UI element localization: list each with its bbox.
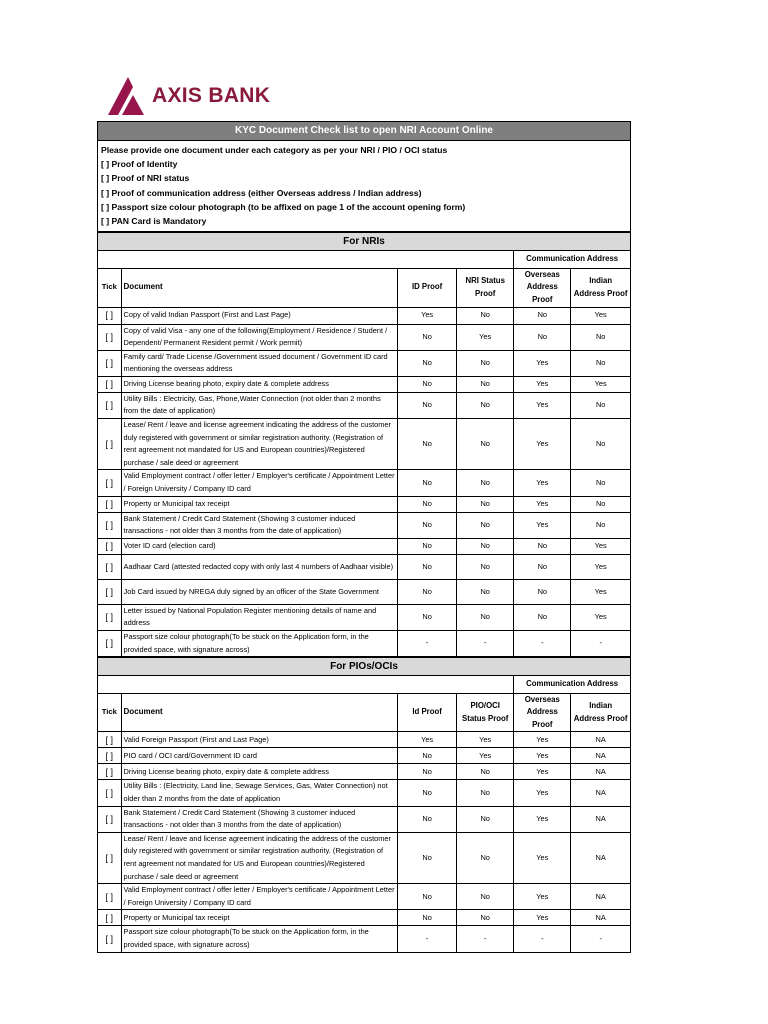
indian-address-value: Yes	[571, 307, 630, 324]
document-name: Copy of valid Visa - any one of the following(Employment / Residence / Student / Dependent/ Permanent Resident permit / Work permit)	[121, 324, 398, 350]
overseas-address-value: -	[514, 631, 571, 657]
document-column-header: Document	[121, 693, 398, 732]
overseas-address-value: Yes	[514, 470, 571, 496]
table-row	[98, 538, 630, 554]
status-proof-value: No	[457, 512, 514, 538]
intro-line: [ ] Passport size colour photograph (to be affixed on page 1 of the account opening form)	[101, 201, 466, 212]
indian-address-value: Yes	[571, 376, 630, 392]
tick-checkbox[interactable]: [ ]	[98, 496, 121, 512]
table-row	[98, 832, 630, 883]
indian-address-value: -	[571, 926, 630, 952]
overseas-address-value: -	[514, 926, 571, 952]
status-proof-value: No	[457, 470, 514, 496]
tick-checkbox[interactable]: [ ]	[98, 884, 121, 910]
id-proof-value: No	[398, 392, 457, 418]
document-name: Lease/ Rent / leave and license agreement indicating the address of the customer duly registered with government or similar registration authority. (Registration of rent agreement not mandated for US and European countries)/Registered purchase / sale deed or agreement	[121, 419, 398, 470]
document-name: Bank Statement / Credit Card Statement (Showing 3 customer induced transactions - not older than 3 months from the date of application)	[121, 512, 398, 538]
status-proof-value: No	[457, 307, 514, 324]
overseas-address-value: Yes	[514, 764, 571, 780]
status-proof-value: No	[457, 350, 514, 376]
document-name: Valid Foreign Passport (First and Last Page)	[121, 732, 398, 748]
document-name: Valid Employment contract / offer letter / Employer's certificate / Appointment Letter / Foreign University / Company ID card	[121, 470, 398, 496]
checklist-title: KYC Document Check list to open NRI Account Online	[98, 122, 630, 141]
indian-address-value: Yes	[571, 579, 630, 604]
overseas-address-value: Yes	[514, 732, 571, 748]
status-proof-value: Yes	[457, 748, 514, 764]
table-row	[98, 806, 630, 832]
kyc-checklist-sheet	[97, 121, 631, 953]
nri-section-heading: For NRIs	[98, 232, 630, 251]
intro-line: Please provide one document under each category as per your NRI / PIO / OCI status	[101, 145, 448, 155]
id-proof-value: No	[398, 579, 457, 604]
id-proof-value: No	[398, 419, 457, 470]
tick-checkbox[interactable]: [ ]	[98, 832, 121, 883]
status-proof-column-header: PIO/OCI Status Proof	[457, 693, 514, 732]
intro-block	[98, 141, 630, 232]
indian-address-value: NA	[571, 780, 630, 806]
status-proof-column-header: NRI Status Proof	[457, 268, 514, 307]
column-header-row	[98, 693, 630, 732]
header-spacer	[98, 251, 514, 268]
indian-address-value: Yes	[571, 554, 630, 579]
overseas-address-value: No	[514, 579, 571, 604]
indian-address-value: No	[571, 419, 630, 470]
table-row	[98, 324, 630, 350]
status-proof-value: No	[457, 764, 514, 780]
indian-address-value: NA	[571, 910, 630, 926]
status-proof-value: No	[457, 579, 514, 604]
tick-checkbox[interactable]: [ ]	[98, 554, 121, 579]
overseas-address-value: Yes	[514, 350, 571, 376]
document-name: Job Card issued by NREGA duly signed by an officer of the State Government	[121, 579, 398, 604]
status-proof-value: Yes	[457, 324, 514, 350]
status-proof-value: No	[457, 376, 514, 392]
document-name: Property or Municipal tax receipt	[121, 496, 398, 512]
id-proof-value: No	[398, 604, 457, 630]
table-row	[98, 732, 630, 748]
id-proof-value: Yes	[398, 307, 457, 324]
id-proof-value: No	[398, 554, 457, 579]
brand-name: AXIS BANK	[152, 84, 271, 107]
indian-address-value: No	[571, 496, 630, 512]
id-proof-value: No	[398, 832, 457, 883]
indian-address-value: Yes	[571, 604, 630, 630]
communication-address-header: Communication Address	[514, 251, 630, 268]
indian-address-value: No	[571, 392, 630, 418]
document-name: Copy of valid Indian Passport (First and Last Page)	[121, 307, 398, 324]
table-row	[98, 554, 630, 579]
tick-checkbox[interactable]: [ ]	[98, 780, 121, 806]
document-name: Bank Statement / Credit Card Statement (Showing 3 customer induced transactions - not older than 3 months from the date of application)	[121, 806, 398, 832]
table-row	[98, 631, 630, 657]
status-proof-value: -	[457, 926, 514, 952]
table-row	[98, 884, 630, 910]
indian-address-value: NA	[571, 884, 630, 910]
overseas-address-value: No	[514, 307, 571, 324]
id-proof-value: No	[398, 764, 457, 780]
document-name: Voter ID card (election card)	[121, 538, 398, 554]
document-name: Aadhaar Card (attested redacted copy with only last 4 numbers of Aadhaar visible)	[121, 554, 398, 579]
overseas-address-value: Yes	[514, 910, 571, 926]
tick-checkbox[interactable]: [ ]	[98, 604, 121, 630]
pio-section-heading: For PIOs/OCIs	[98, 657, 630, 676]
overseas-address-value: Yes	[514, 884, 571, 910]
id-proof-column-header: Id Proof	[398, 693, 457, 732]
header-row	[98, 251, 630, 268]
intro-line: [ ] Proof of communication address (either Overseas address / Indian address)	[101, 187, 422, 198]
status-proof-value: No	[457, 392, 514, 418]
pio-documents-table	[98, 676, 630, 951]
tick-checkbox[interactable]: [ ]	[98, 324, 121, 350]
table-row	[98, 926, 630, 952]
tick-column-header: Tick	[98, 268, 121, 307]
id-proof-value: No	[398, 496, 457, 512]
document-name: Letter issued by National Population Register mentioning details of name and address	[121, 604, 398, 630]
table-row	[98, 392, 630, 418]
document-column-header: Document	[121, 268, 398, 307]
table-row	[98, 604, 630, 630]
table-row	[98, 470, 630, 496]
indian-address-value: No	[571, 470, 630, 496]
tick-checkbox[interactable]: [ ]	[98, 419, 121, 470]
overseas-address-value: Yes	[514, 832, 571, 883]
tick-checkbox[interactable]: [ ]	[98, 732, 121, 748]
status-proof-value: No	[457, 910, 514, 926]
column-header-row	[98, 268, 630, 307]
id-proof-value: -	[398, 926, 457, 952]
overseas-address-value: No	[514, 538, 571, 554]
tick-checkbox[interactable]: [ ]	[98, 376, 121, 392]
table-row	[98, 376, 630, 392]
tick-checkbox[interactable]: [ ]	[98, 350, 121, 376]
document-name: Utility Bills : Electricity, Gas, Phone,Water Connection (not older than 2 months from the date of application)	[121, 392, 398, 418]
document-name: Property or Municipal tax receipt	[121, 910, 398, 926]
document-name: Passport size colour photograph(To be stuck on the Application form, in the provided space, with signature across)	[121, 926, 398, 952]
id-proof-value: No	[398, 470, 457, 496]
id-proof-value: No	[398, 350, 457, 376]
table-row	[98, 419, 630, 470]
status-proof-value: No	[457, 538, 514, 554]
tick-checkbox[interactable]: [ ]	[98, 470, 121, 496]
intro-line: [ ] Proof of NRI status	[101, 173, 190, 184]
tick-checkbox[interactable]: [ ]	[98, 538, 121, 554]
indian-address-value: No	[571, 324, 630, 350]
document-name: Passport size colour photograph(To be stuck on the Application form, in the provided space, with signature across)	[121, 631, 398, 657]
id-proof-column-header: ID Proof	[398, 268, 457, 307]
table-row	[98, 350, 630, 376]
overseas-address-value: Yes	[514, 780, 571, 806]
indian-address-column-header: Indian Address Proof	[571, 693, 630, 732]
intro-line: [ ] PAN Card is Mandatory	[101, 216, 207, 227]
tick-checkbox[interactable]: [ ]	[98, 307, 121, 324]
table-row	[98, 579, 630, 604]
indian-address-value: NA	[571, 748, 630, 764]
id-proof-value: No	[398, 512, 457, 538]
communication-address-header: Communication Address	[514, 676, 630, 693]
overseas-address-value: Yes	[514, 392, 571, 418]
status-proof-value: Yes	[457, 732, 514, 748]
table-row	[98, 748, 630, 764]
tick-checkbox[interactable]: [ ]	[98, 764, 121, 780]
indian-address-column-header: Indian Address Proof	[571, 268, 630, 307]
axis-bank-logo	[106, 74, 270, 118]
document-name: Utility Bills : (Electricity, Land line, Sewage Services, Gas, Water Connection) not older than 2 months from the date of application	[121, 780, 398, 806]
document-name: Driving License bearing photo, expiry date & complete address	[121, 376, 398, 392]
document-name: Family card/ Trade License /Government issued document / Government ID card mentioning the overseas address	[121, 350, 398, 376]
overseas-address-value: Yes	[514, 806, 571, 832]
header-spacer	[98, 676, 514, 693]
indian-address-value: Yes	[571, 538, 630, 554]
document-name: PIO card / OCI card/Government ID card	[121, 748, 398, 764]
id-proof-value: No	[398, 780, 457, 806]
header-row	[98, 676, 630, 693]
id-proof-value: No	[398, 324, 457, 350]
table-row	[98, 764, 630, 780]
axis-bank-emblem-icon	[106, 75, 150, 117]
indian-address-value: NA	[571, 806, 630, 832]
indian-address-value: No	[571, 512, 630, 538]
overseas-address-value: Yes	[514, 748, 571, 764]
document-name: Lease/ Rent / leave and license agreement indicating the address of the customer duly registered with government or similar registration authority. (Registration of rent agreement not mandated for US and European countries)/Registered purchase / sale deed or agreement	[121, 832, 398, 883]
status-proof-value: No	[457, 884, 514, 910]
tick-checkbox[interactable]: [ ]	[98, 748, 121, 764]
status-proof-value: No	[457, 780, 514, 806]
overseas-address-column-header: Overseas Address Proof	[514, 268, 571, 307]
overseas-address-value: No	[514, 604, 571, 630]
tick-checkbox[interactable]: [ ]	[98, 926, 121, 952]
indian-address-value: NA	[571, 764, 630, 780]
table-row	[98, 496, 630, 512]
status-proof-value: No	[457, 832, 514, 883]
table-row	[98, 780, 630, 806]
overseas-address-value: No	[514, 554, 571, 579]
tick-checkbox[interactable]: [ ]	[98, 392, 121, 418]
status-proof-value: -	[457, 631, 514, 657]
overseas-address-value: Yes	[514, 496, 571, 512]
id-proof-value: No	[398, 376, 457, 392]
status-proof-value: No	[457, 419, 514, 470]
status-proof-value: No	[457, 496, 514, 512]
table-row	[98, 512, 630, 538]
id-proof-value: -	[398, 631, 457, 657]
table-row	[98, 910, 630, 926]
intro-line: [ ] Proof of Identity	[101, 159, 178, 170]
tick-checkbox[interactable]: [ ]	[98, 631, 121, 657]
tick-checkbox[interactable]: [ ]	[98, 910, 121, 926]
document-name: Driving License bearing photo, expiry date & complete address	[121, 764, 398, 780]
indian-address-value: -	[571, 631, 630, 657]
overseas-address-value: No	[514, 324, 571, 350]
id-proof-value: No	[398, 910, 457, 926]
tick-checkbox[interactable]: [ ]	[98, 806, 121, 832]
id-proof-value: Yes	[398, 732, 457, 748]
overseas-address-value: Yes	[514, 512, 571, 538]
status-proof-value: No	[457, 806, 514, 832]
id-proof-value: No	[398, 748, 457, 764]
nri-documents-table	[98, 251, 630, 657]
indian-address-value: No	[571, 350, 630, 376]
table-row	[98, 307, 630, 324]
indian-address-value: NA	[571, 732, 630, 748]
overseas-address-value: Yes	[514, 376, 571, 392]
status-proof-value: No	[457, 554, 514, 579]
id-proof-value: No	[398, 884, 457, 910]
tick-checkbox[interactable]: [ ]	[98, 512, 121, 538]
indian-address-value: NA	[571, 832, 630, 883]
id-proof-value: No	[398, 538, 457, 554]
status-proof-value: No	[457, 604, 514, 630]
tick-column-header: Tick	[98, 693, 121, 732]
overseas-address-column-header: Overseas Address Proof	[514, 693, 571, 732]
document-name: Valid Employment contract / offer letter / Employer's certificate / Appointment Letter / Foreign University / Company ID card	[121, 884, 398, 910]
overseas-address-value: Yes	[514, 419, 571, 470]
tick-checkbox[interactable]: [ ]	[98, 579, 121, 604]
id-proof-value: No	[398, 806, 457, 832]
